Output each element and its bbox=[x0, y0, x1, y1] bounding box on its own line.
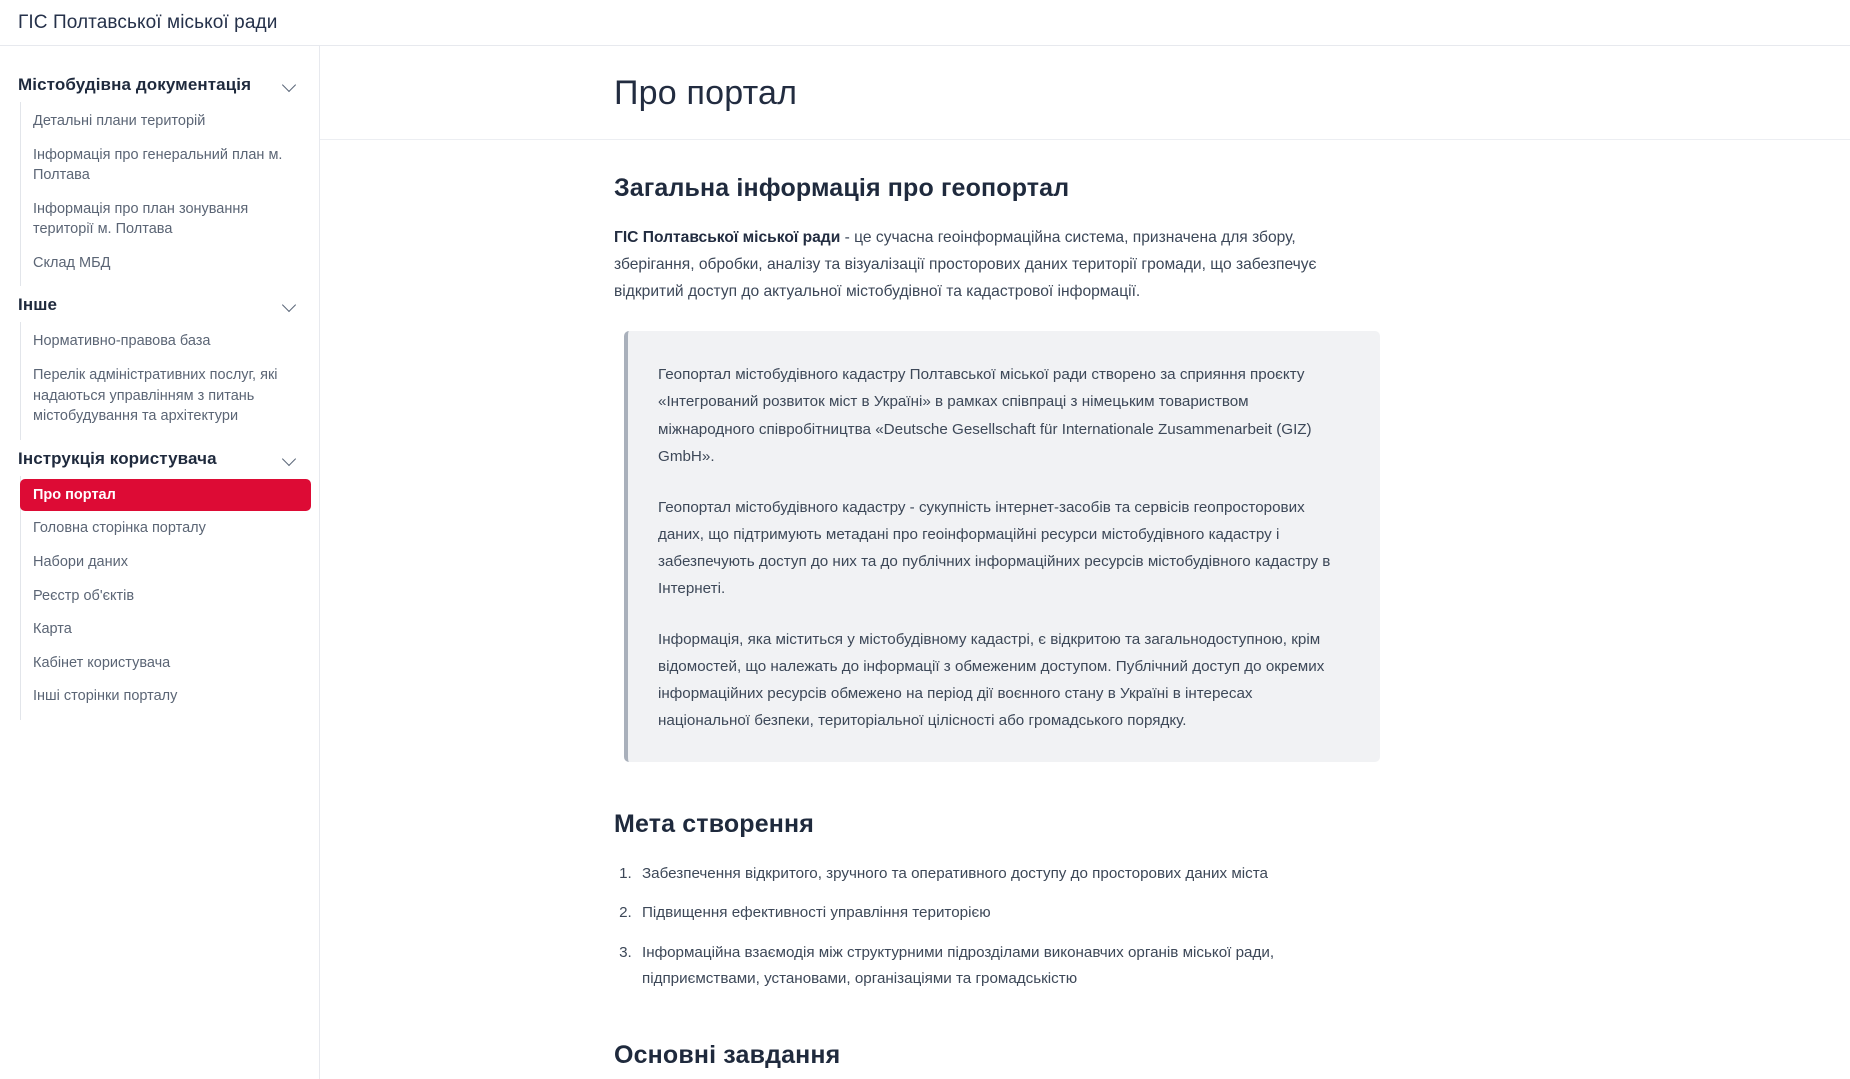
nav-group-header-user-manual[interactable] bbox=[0, 442, 319, 476]
nav-group-user-manual bbox=[0, 442, 319, 720]
nav-group-items bbox=[20, 476, 319, 720]
intro-paragraph-bold: ГІС Полтавської міської ради bbox=[614, 229, 841, 246]
chevron-down-icon[interactable] bbox=[283, 78, 297, 92]
nav-group-items bbox=[20, 322, 319, 439]
purpose-list bbox=[614, 861, 1374, 993]
sidebar-item-object-registry[interactable]: Реєстр об'єктів bbox=[33, 587, 135, 604]
sidebar bbox=[0, 46, 320, 1079]
callout-paragraph-2: Геопортал містобудівного кадастру - сукупність інтернет-засобів та сервісів геопросторових даних, що підтримують метадані про геоінформаційні ресурси містобудівного кадастру і забезпечують доступ до них та до публічних інформаційних ресурсів містобудівного кадастру в Інтернеті. bbox=[658, 498, 1331, 597]
page-title-bar bbox=[320, 46, 1850, 140]
nav-group-other bbox=[0, 288, 319, 439]
info-callout bbox=[624, 331, 1380, 762]
nav-group-header-urban-documentation[interactable] bbox=[0, 68, 319, 102]
section-heading-general-info: Загальна інформація про геопортал bbox=[614, 174, 1070, 202]
intro-paragraph bbox=[614, 225, 1359, 305]
nav-group-title: Інше bbox=[18, 295, 58, 315]
sidebar-item-datasets[interactable]: Набори даних bbox=[33, 553, 128, 570]
nav-group-header-other[interactable] bbox=[0, 288, 319, 322]
chevron-down-icon[interactable] bbox=[283, 298, 297, 312]
nav-group-title: Інструкція користувача bbox=[18, 448, 217, 468]
app-header bbox=[0, 0, 1850, 46]
sidebar-item-mbd-composition[interactable]: Склад МБД bbox=[33, 254, 111, 271]
list-item: 1. Забезпечення відкритого, зручного та оперативного доступу до просторових даних міста bbox=[636, 861, 1374, 887]
nav-group-title: Містобудівна документація bbox=[18, 75, 252, 94]
sidebar-item-general-plan-info[interactable]: Інформація про генеральний план м. Полтава bbox=[33, 146, 283, 184]
section-heading-tasks: Основні завдання bbox=[614, 1040, 841, 1069]
sidebar-item-detailed-plans[interactable]: Детальні плани територій bbox=[33, 113, 206, 129]
page-layout bbox=[0, 46, 1850, 1079]
intro-paragraph-rest: - це сучасна геоінформаційна система, призначена для збору, зберігання, обробки, аналізу та візуалізації просторових даних території громади, що забезпечує відкритий доступ до актуальної містобудівної та кадастрової інформації. bbox=[614, 229, 1317, 300]
main-content bbox=[320, 46, 1850, 1079]
article-body bbox=[320, 140, 1380, 1070]
callout-paragraph-3: Інформація, яка міститься у містобудівному кадастрі, є відкритою та загальнодоступною, крім відомостей, що належать до інформації з обмеженим доступом. Публічний доступ до окремих інформаційних ресурсів обмежено на період дії воєнного стану в Україні в інтересах національної безпеки, територіальної цілісності або громадського порядку. bbox=[658, 630, 1325, 729]
sidebar-item-portal-home-page[interactable]: Головна сторінка порталу bbox=[33, 520, 206, 537]
nav-group-items bbox=[20, 102, 319, 286]
chevron-down-icon[interactable] bbox=[283, 452, 297, 466]
sidebar-item-legal-framework[interactable]: Нормативно-правова база bbox=[33, 333, 211, 350]
sidebar-item-user-cabinet[interactable]: Кабінет користувача bbox=[33, 654, 171, 671]
app-title: ГІС Полтавської міської ради bbox=[18, 11, 278, 33]
list-item: 3. Інформаційна взаємодія між структурними підрозділами виконавчих органів міської ради, підприємствами, установами, організаціями та громадськістю bbox=[636, 940, 1374, 993]
sidebar-item-zoning-plan-info[interactable]: Інформація про план зонування території м. Полтава bbox=[33, 200, 249, 238]
sidebar-item-map[interactable]: Карта bbox=[33, 621, 72, 638]
callout-paragraph-1: Геопортал містобудівного кадастру Полтавської міської ради створено за сприяння проєкту «Інтегрований розвиток міст в Україні» в рамках співпраці з німецьким товариством міжнародного співробітництва «Deutsche Gesellschaft für Internationale Zusammenarbeit (GIZ) GmbH». bbox=[658, 366, 1312, 465]
sidebar-item-other-portal-pages[interactable]: Інші сторінки порталу bbox=[33, 688, 178, 705]
sidebar-item-administrative-services[interactable]: Перелік адміністративних послуг, які надаються управлінням з питань містобудування та архітектури bbox=[33, 367, 278, 425]
page-title: Про портал bbox=[614, 74, 798, 112]
list-item: 2. Підвищення ефективності управління територією bbox=[636, 900, 1374, 926]
sidebar-item-about-portal[interactable]: Про портал bbox=[20, 479, 311, 512]
nav-group-urban-documentation bbox=[0, 68, 319, 286]
section-heading-purpose: Мета створення bbox=[614, 810, 815, 838]
